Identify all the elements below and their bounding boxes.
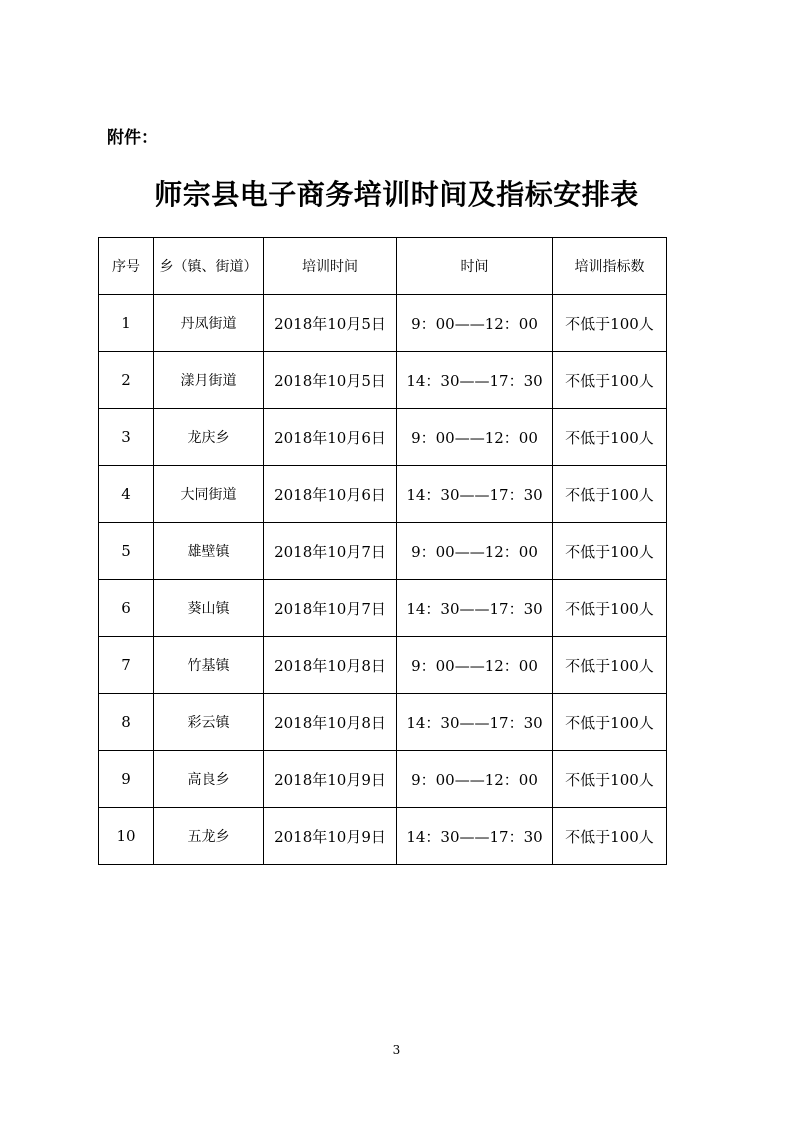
table-row <box>99 409 667 466</box>
cell-quota: 不低于100人 <box>553 466 667 523</box>
cell-time: 14：30——17：30 <box>397 580 553 637</box>
cell-township: 葵山镇 <box>154 580 264 637</box>
cell-township: 龙庆乡 <box>154 409 264 466</box>
cell-time: 14：30——17：30 <box>397 694 553 751</box>
cell-index: 5 <box>99 523 154 580</box>
cell-township: 大同街道 <box>154 466 264 523</box>
cell-index: 9 <box>99 751 154 808</box>
cell-quota: 不低于100人 <box>553 580 667 637</box>
header-township: 乡（镇、街道） <box>154 238 264 295</box>
document-title: 师宗县电子商务培训时间及指标安排表 <box>154 178 639 211</box>
cell-date: 2018年10月6日 <box>264 466 397 523</box>
cell-date: 2018年10月8日 <box>264 637 397 694</box>
cell-index: 7 <box>99 637 154 694</box>
header-quota: 培训指标数 <box>553 238 667 295</box>
cell-quota: 不低于100人 <box>553 637 667 694</box>
cell-time: 9：00——12：00 <box>397 409 553 466</box>
cell-time: 9：00——12：00 <box>397 637 553 694</box>
cell-quota: 不低于100人 <box>553 751 667 808</box>
cell-time: 14：30——17：30 <box>397 352 553 409</box>
cell-township: 彩云镇 <box>154 694 264 751</box>
table-row <box>99 466 667 523</box>
table-row <box>99 751 667 808</box>
cell-time: 14：30——17：30 <box>397 808 553 865</box>
cell-township: 漾月街道 <box>154 352 264 409</box>
cell-date: 2018年10月5日 <box>264 295 397 352</box>
cell-index: 1 <box>99 295 154 352</box>
cell-township: 五龙乡 <box>154 808 264 865</box>
cell-index: 8 <box>99 694 154 751</box>
page-number: 3 <box>392 1043 401 1057</box>
cell-township: 雄壁镇 <box>154 523 264 580</box>
cell-township: 高良乡 <box>154 751 264 808</box>
cell-quota: 不低于100人 <box>553 352 667 409</box>
cell-quota: 不低于100人 <box>553 694 667 751</box>
cell-date: 2018年10月9日 <box>264 808 397 865</box>
header-index: 序号 <box>99 238 154 295</box>
cell-quota: 不低于100人 <box>553 409 667 466</box>
header-time: 时间 <box>397 238 553 295</box>
cell-index: 10 <box>99 808 154 865</box>
cell-time: 9：00——12：00 <box>397 523 553 580</box>
cell-township: 丹凤街道 <box>154 295 264 352</box>
table-row <box>99 352 667 409</box>
cell-date: 2018年10月7日 <box>264 580 397 637</box>
cell-township: 竹基镇 <box>154 637 264 694</box>
table-row <box>99 295 667 352</box>
cell-quota: 不低于100人 <box>553 523 667 580</box>
cell-time: 14：30——17：30 <box>397 466 553 523</box>
cell-date: 2018年10月6日 <box>264 409 397 466</box>
table-row <box>99 523 667 580</box>
cell-index: 3 <box>99 409 154 466</box>
cell-date: 2018年10月7日 <box>264 523 397 580</box>
table-row <box>99 637 667 694</box>
cell-quota: 不低于100人 <box>553 808 667 865</box>
header-training-date: 培训时间 <box>264 238 397 295</box>
table-row <box>99 694 667 751</box>
cell-index: 6 <box>99 580 154 637</box>
cell-time: 9：00——12：00 <box>397 295 553 352</box>
schedule-table <box>98 237 667 865</box>
table-row <box>99 580 667 637</box>
cell-date: 2018年10月9日 <box>264 751 397 808</box>
cell-index: 4 <box>99 466 154 523</box>
attachment-label: 附件： <box>107 128 158 148</box>
cell-date: 2018年10月8日 <box>264 694 397 751</box>
cell-quota: 不低于100人 <box>553 295 667 352</box>
table-header-row <box>99 238 667 295</box>
cell-index: 2 <box>99 352 154 409</box>
cell-date: 2018年10月5日 <box>264 352 397 409</box>
table-row <box>99 808 667 865</box>
cell-time: 9：00——12：00 <box>397 751 553 808</box>
